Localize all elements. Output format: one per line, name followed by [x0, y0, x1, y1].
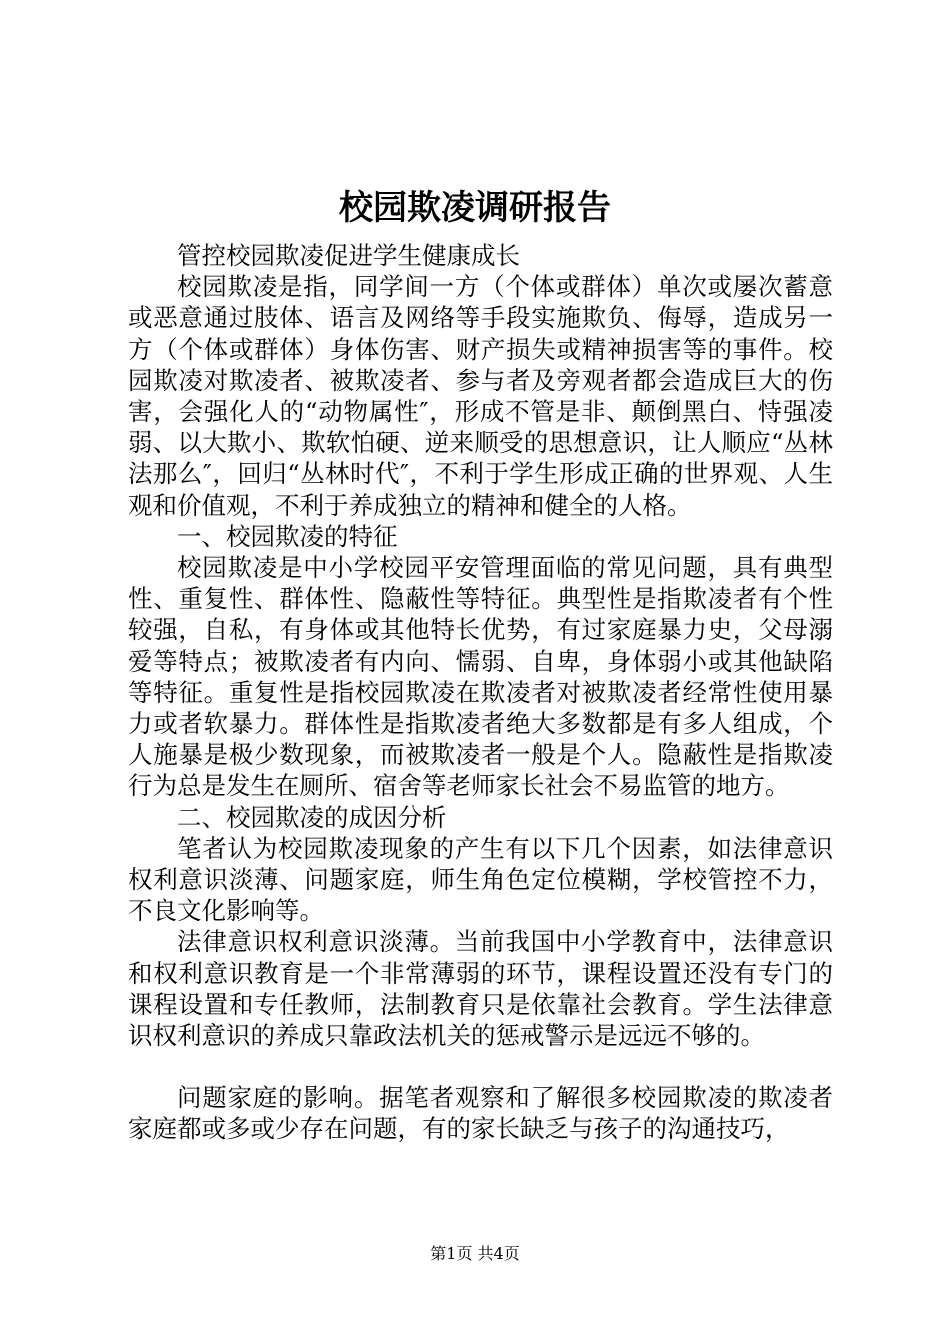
- subtitle-paragraph: 管控校园欺凌促进学生健康成长: [177, 241, 520, 270]
- causes-intro-paragraph: 笔者认为校园欺凌现象的产生有以下几个因素，如法律意识权利意识淡薄、问题家庭，师生角色定位模糊，学校管控不力，不良文化影响等。: [128, 833, 833, 926]
- legal-awareness-paragraph: 法律意识权利意识淡薄。当前我国中小学教育中，法律意识和权利意识教育是一个非常薄弱的环节，课程设置还没有专门的课程设置和专任教师，法制教育只是依靠社会教育。学生法律意识权利意识的养成只靠政法机关的惩戒警示是远远不够的。: [128, 927, 833, 1051]
- page-footer: 第1页 共4页: [430, 1244, 520, 1263]
- section-heading-characteristics: 一、校园欺凌的特征: [177, 521, 398, 551]
- document-body: [128, 240, 833, 1145]
- family-issues-paragraph: 问题家庭的影响。据笔者观察和了解很多校园欺凌的欺凌者家庭都或多或少存在问题，有的家长缺乏与孩子的沟通技巧，: [128, 1083, 833, 1144]
- characteristics-paragraph: 校园欺凌是中小学校园平安管理面临的常见问题，具有典型性、重复性、群体性、隐蔽性等特征。典型性是指欺凌者有个性较强，自私，有身体或其他特长优势，有过家庭暴力史，父母溺爱等特点；被欺凌者有内向、懦弱、自卑，身体弱小或其他缺陷等特征。重复性是指校园欺凌在欺凌者对被欺凌者经常性使用暴力或者软暴力。群体性是指欺凌者绝大多数都是有多人组成，个人施暴是极少数现象，而被欺凌者一般是个人。隐蔽性是指欺凌行为总是发生在厕所、宿舍等老师家长社会不易监管的地方。: [128, 553, 833, 801]
- document-title: 校园欺凌调研报告: [339, 188, 611, 228]
- definition-paragraph: 校园欺凌是指，同学间一方（个体或群体）单次或屡次蓄意或恶意通过肢体、语言及网络等手段实施欺负、侮辱，造成另一方（个体或群体）身体伤害、财产损失或精神损害等的事件。校园欺凌对欺凌者、被欺凌者、参与者及旁观者都会造成巨大的伤害，会强化人的“动物属性″，形成不管是非、颠倒黑白、恃强凌弱、以大欺小、欺软怕硬、逆来顺受的思想意识，让人顺应“丛林法那么″，回归“丛林时代″，不利于学生形成正确的世界观、人生观和价值观，不利于养成独立的精神和健全的人格。: [128, 272, 833, 520]
- section-heading-causes: 二、校园欺凌的成因分析: [177, 802, 447, 832]
